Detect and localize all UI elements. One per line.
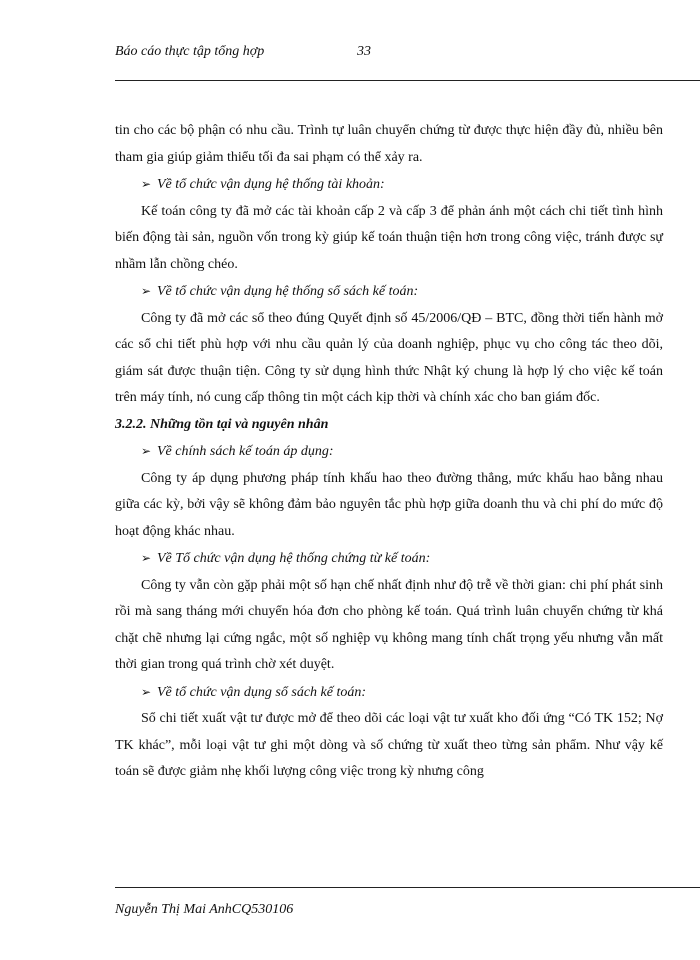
paragraph-accounts: Kế toán công ty đã mở các tài khoản cấp 2 và cấp 3 để phản ánh một cách chi tiết tình hình biến động tài sản, nguồn vốn trong kỳ giúp kế toán thuận tiện hơn trong công việc, tránh được sự nhầm lẫn chồng chéo. — [115, 203, 663, 272]
document-body — [115, 118, 663, 786]
paragraph-books: Công ty đã mở các sổ theo đúng Quyết định số 45/2006/QĐ – BTC, đồng thời tiến hành mở các sổ chi tiết phù hợp với nhu cầu quản lý của doanh nghiệp, phục vụ cho công tác theo dõi, giám sát được thuận tiện. Công ty sử dụng hình thức Nhật ký chung là hợp lý cho việc kế toán trên máy tính, nó cung cấp thông tin một cách kịp thời và chính xác cho ban giám đốc. — [115, 310, 663, 405]
bullet-heading-text: Về chính sách kế toán áp dụng: — [157, 444, 334, 459]
bullet-heading-vouchers — [115, 545, 663, 573]
arrow-bullet-icon: ➢ — [141, 284, 152, 298]
bullet-heading-text: Về tổ chức vận dụng hệ thống tài khoản: — [157, 177, 385, 192]
arrow-bullet-icon: ➢ — [141, 684, 152, 699]
paragraph-ledgers: Sổ chi tiết xuất vật tư được mở để theo dõi các loại vật tư xuất kho đối ứng “Có TK 152; Nợ TK khác”, mỗi loại vật tư ghi một dòng và số chứng từ xuất theo từng sản phẩm. Như vậy kế toán sẽ được giảm nhẹ khối lượng công việc trong kỳ nhưng công — [115, 711, 663, 779]
paragraph-policy: Công ty áp dụng phương pháp tính khấu hao theo đường thẳng, mức khấu hao bằng nhau giữa các kỳ, bởi vậy sẽ không đảm bảo nguyên tắc phù hợp giữa doanh thu và chi phí do mức độ hoạt động khác nhau. — [115, 470, 663, 539]
page-footer: Nguyễn Thị Mai AnhCQ530106 — [115, 902, 294, 917]
header-rule — [115, 80, 700, 81]
section-heading: 3.2.2. Những tồn tại và nguyên nhân — [115, 416, 329, 432]
arrow-bullet-icon: ➢ — [141, 444, 152, 458]
bullet-heading-text: Về tổ chức vận dụng sổ sách kế toán: — [157, 684, 367, 700]
page-header — [115, 44, 675, 64]
header-title: Báo cáo thực tập tổng hợp — [115, 44, 265, 59]
bullet-heading-accounts — [115, 171, 663, 199]
arrow-bullet-icon: ➢ — [141, 177, 152, 191]
footer-rule — [115, 887, 700, 888]
bullet-heading-text: Về tổ chức vận dụng hệ thống sổ sách kế toán: — [157, 284, 419, 299]
bullet-heading-books — [115, 278, 663, 306]
paragraph-continued: tin cho các bộ phận có nhu cầu. Trình tự luân chuyển chứng từ được thực hiện đầy đủ, nhiều bên tham gia giúp giảm thiểu tối đa sai phạm có thể xảy ra. — [115, 123, 663, 165]
bullet-heading-ledgers — [115, 679, 663, 707]
paragraph-vouchers: Công ty vẫn còn gặp phải một số hạn chế nhất định như độ trễ về thời gian: chi phí phát sinh rồi mà sang tháng mới chuyển hóa đơn cho phòng kế toán. Quá trình luân chuyển chứng từ khá chặt chẽ nhưng lại cứng ngắc, một số nghiệp vụ không mang tính chất trọng yếu nhưng vẫn mất thời gian trong quá trình chờ xét duyệt. — [115, 577, 663, 672]
page-number: 33 — [357, 44, 371, 59]
arrow-bullet-icon: ➢ — [141, 551, 152, 565]
bullet-heading-text: Về Tổ chức vận dụng hệ thống chứng từ kế toán: — [157, 551, 431, 566]
bullet-heading-policy — [115, 438, 663, 466]
